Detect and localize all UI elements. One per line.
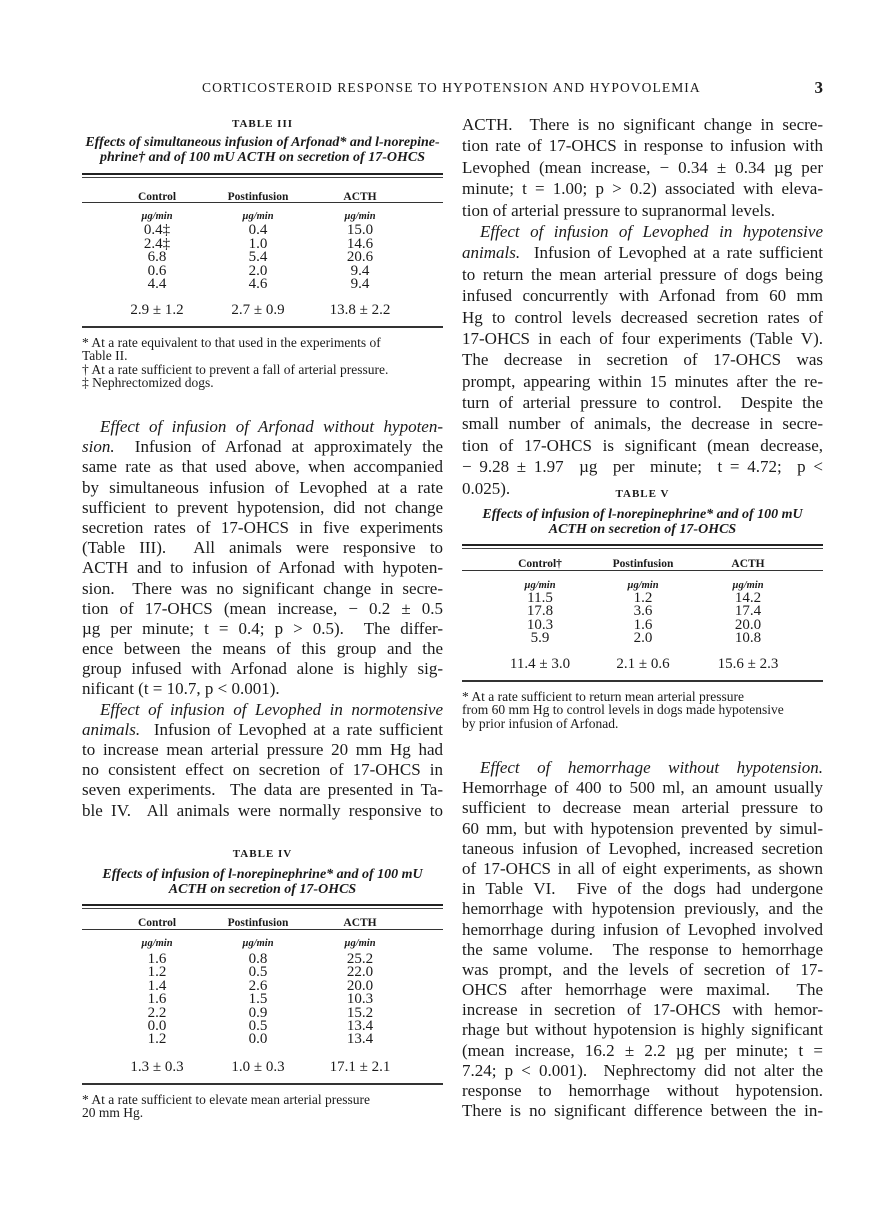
table-cell: 0.8 [248,951,268,967]
table-cell: Control† [518,558,562,570]
table-footnote: * At a rate sufficient to return mean arterial pressure [462,688,745,704]
text-line [462,178,823,199]
italic-run-in-heading: Effect of infusion of Levophed in hypotensive [480,221,823,241]
table-cell: 1.2 [147,964,167,981]
table-cell: 15.0 [346,222,374,238]
table-bottom-rule [462,680,823,682]
text-line [462,960,823,980]
text-line [462,819,823,839]
text-line [82,720,443,740]
text-line [82,619,443,639]
table-cell: 1.5 [248,991,268,1008]
text-line [462,980,823,1000]
table-cell: 1.6 [147,991,167,1008]
italic-run-in-heading: sion. [82,437,115,457]
line-text: Infusion of Levophed at a rate sufficient [140,719,443,739]
table-cell: 20.0 [734,616,762,633]
line-text: Levophed (mean increase, − 0.34 ± 0.34 µg per [462,157,823,177]
table-caption-line: phrine† and of 100 mU ACTH on secretion of 17-OHCS [99,149,425,165]
text-line [82,740,443,760]
table-cell: 0.4 [248,222,268,238]
line-text: by simultaneous infusion of Levophed at a rate [82,477,443,497]
text-line [82,760,443,780]
italic-run-in-heading: Effect of infusion of Arfonad without hypoten- [100,417,443,436]
table-cell: 2.0 [248,262,268,279]
text-line [462,328,823,349]
text-line [462,371,823,392]
text-line [462,307,823,328]
table-cell: 2.4‡ [143,235,171,252]
table-cell: 13.4 [346,1031,374,1048]
table-cell: 10.3 [526,616,554,633]
body-text-left [82,417,443,821]
table-footnote: by prior infusion of Arfonad. [462,715,619,731]
table-footnote: Table II. [82,348,128,363]
table-cell: 2.1 ± 0.6 [616,655,670,672]
text-line [82,558,443,578]
italic-run-in-heading: animals. [462,243,521,263]
line-text: nificant (t = 10.7, p < 0.001). [82,679,280,699]
line-text: to return the mean arterial pressure of dogs being [462,264,823,284]
table-cell: µg/min [524,580,556,591]
table-footnote: * At a rate sufficient to elevate mean arterial pressure [82,1091,370,1107]
table-cell: 17.1 ± 2.1 [329,1058,391,1075]
table-cell: 5.4 [248,249,268,265]
table-cell: 2.0 [633,630,653,647]
line-text: Infusion of Arfonad at approximately the [114,437,443,457]
table-cell: 3.6 [633,603,653,620]
table-cell: 0.4‡ [143,222,171,238]
table-cell: Postinfusion [612,558,674,570]
line-text: ACTH. There is no significant change in secre- [462,115,823,134]
table-cell: 17.8 [526,603,554,620]
line-text: ble IV. All animals were normally responsive to [82,800,443,820]
line-text: Hemorrhage of 400 to 500 ml, an amount usually [462,778,823,798]
table-cell: ACTH [343,191,377,203]
text-line [82,579,443,599]
table-cell: µg/min [344,938,376,949]
table-cell: 4.4 [147,276,167,292]
table-cell: 10.3 [346,991,374,1008]
table-cell: 15.6 ± 2.3 [717,655,779,672]
table-cell: 0.9 [248,1004,268,1021]
table-cell: 2.9 ± 1.2 [130,301,184,318]
text-line [462,1101,823,1121]
table-cell: µg/min [141,211,173,222]
text-line [82,498,443,518]
text-line [82,437,443,457]
text-line [82,639,443,659]
line-text: minute; t = 1.00; p > 0.2) associated with eleva- [462,179,823,199]
table-cell: 0.0 [248,1031,268,1048]
line-text: was prompt, and the levels of secretion of 17- [462,959,823,979]
line-text: increase in secretion of 17-OHCS with hemor- [462,1000,823,1020]
line-text: to increase mean arterial pressure 20 mm Hg had [82,740,443,759]
line-text: sufficient to decrease mean arterial pressure to [462,798,823,818]
text-line [462,456,823,477]
table-cell: 6.8 [147,249,167,265]
table-footnote: † At a rate sufficient to prevent a fall of arterial pressure. [82,361,389,377]
line-text: (mean increase, 16.2 ± 2.2 µg per minute; t = [462,1040,823,1060]
text-line [82,599,443,619]
table-mean-row [462,655,823,672]
text-line [462,1061,823,1081]
line-text: ence between the means of this group and the [82,639,443,659]
line-text: 17-OHCS in each of four experiments (Table V). [462,328,823,348]
table-cell: Control [137,191,177,203]
table-cell: µg/min [732,580,764,591]
italic-run-in-heading: animals. [82,719,141,739]
text-line [462,778,823,798]
page-number: 3 [814,78,823,97]
line-text: hemorrhage during infusion of Levophed involved [462,919,823,939]
table-cell: 11.5 [527,590,553,606]
line-text: 7.24; p < 0.001). Nephrectomy did not alter the [462,1060,823,1080]
table-cell: 9.4 [350,262,370,279]
table-cell: 14.6 [346,235,374,252]
table-caption-line: ACTH on secretion of 17-OHCS [548,521,737,537]
table-title: TABLE IV [232,848,293,860]
table-cell: 4.6 [248,276,268,292]
line-text: same rate as that used above, when accompanied [82,457,443,477]
table-cell: µg/min [141,938,173,949]
table-cell: 17.4 [734,603,762,620]
table-cell: ACTH [343,917,377,929]
line-text: 60 mm, but with hypotension prevented by simul- [462,818,823,838]
table-cell: 9.4 [350,276,370,292]
line-text: sufficient to prevent hypotension, did not change [82,497,443,517]
table-footnote: ‡ Nephrectomized dogs. [82,375,214,390]
text-line [462,920,823,940]
body-text-right-bottom [462,758,823,1121]
table-caption-line: ACTH on secretion of 17-OHCS [168,881,357,897]
table-title: TABLE V [615,488,670,500]
table-top-rule [82,904,443,909]
line-text: tion of 17-OHCS is significant (mean decrease, [462,435,823,455]
table-caption-line: Effects of infusion of l-norepinephrine* and of 100 mU [102,867,423,882]
table-bottom-rule [82,1083,443,1085]
line-text: tion of 17-OHCS (mean increase, − 0.2 ± 0.5 [82,598,443,618]
text-line [462,135,823,156]
table-cell: µg/min [242,211,274,222]
text-line [82,679,443,699]
table-cell: 1.6 [147,951,167,967]
text-line [462,879,823,899]
text-line [82,700,443,720]
table-cell: 25.2 [346,951,374,967]
table-cell: µg/min [242,938,274,949]
text-line [462,200,823,221]
line-text: group infused with Arfonad alone is highly sig- [82,659,443,679]
line-text: (Table III). All animals were responsive to [82,538,443,558]
line-text: Hg to control levels decreased secretion rates of [462,307,823,327]
text-line [82,457,443,477]
table-footnote: from 60 mm Hg to control levels in dogs made hypotensive [462,702,784,718]
table-5 [462,488,823,738]
table-cell: 1.0 ± 0.3 [231,1058,285,1075]
table-cell: 2.7 ± 0.9 [231,301,285,318]
table-cell: 11.4 ± 3.0 [509,655,571,672]
text-line [82,478,443,498]
text-line [462,392,823,413]
table-cell: 13.8 ± 2.2 [329,301,391,318]
text-line [462,859,823,879]
italic-run-in-heading: Effect of hemorrhage without hypotension. [480,758,823,777]
line-text: rhage but without hypotension is highly significant [462,1020,823,1040]
table-cell: 0.5 [248,964,268,981]
table-title: TABLE III [231,118,294,130]
text-line [82,417,443,437]
line-text: small number of animals, the decrease in secre- [462,414,823,434]
body-text-right-top [462,114,823,499]
table-cell: 22.0 [346,964,374,981]
table-cell: ACTH [731,558,765,570]
table-caption-line: Effects of simultaneous infusion of Arfonad* and l-norepine- [85,135,440,150]
text-line [462,264,823,285]
table-4 [82,848,443,1121]
table-cell: µg/min [627,580,659,591]
table-cell: 14.2 [734,590,762,606]
line-text: seven experiments. The data are presented in Ta- [82,780,443,800]
table-cell: 0.6 [147,262,167,279]
line-text: OHCS after hemorrhage were maximal. The [462,980,823,1000]
text-line [462,114,823,135]
text-line [462,1000,823,1020]
text-line [462,1020,823,1040]
table-cell: 1.2 [633,590,653,606]
table-mean-row [82,1058,443,1075]
table-cell: Postinfusion [227,917,289,929]
line-text: tion rate of 17-OHCS in response to infusion with [462,136,823,156]
text-line [462,940,823,960]
text-line [462,157,823,178]
table-cell: 1.6 [633,616,653,633]
text-line [82,780,443,800]
line-text: turn of arterial pressure to control. Despite the [462,393,823,413]
line-text: in Table VI. Five of the dogs had undergone [462,879,823,899]
line-text: sion. There was no significant change in secre- [82,578,443,598]
text-line [462,839,823,859]
text-line [82,801,443,821]
line-text: 0.025). [462,478,511,498]
table-row [82,1033,443,1047]
text-line [82,518,443,538]
line-text: taneous infusion of Levophed, increased secretion [462,838,823,858]
table-cell: 1.4 [147,977,167,994]
text-line [462,221,823,242]
line-text: Infusion of Levophed at a rate sufficient [520,243,823,263]
table-cell: Postinfusion [227,191,289,203]
text-line [82,538,443,558]
line-text: ACTH and to infusion of Arfonad with hypoten- [82,558,443,578]
line-text: hemorrhage with hypotension previously, and the [462,899,823,919]
table-cell: 2.6 [248,977,268,994]
text-line [462,413,823,434]
table-header-rule [462,570,823,571]
table-cell: 15.2 [346,1004,374,1021]
text-line [462,242,823,263]
line-text: no consistent effect on secretion of 17-OHCS in [82,760,443,780]
text-line [462,1041,823,1061]
line-text: tion of arterial pressure to supranormal levels. [462,200,775,220]
table-cell: 1.2 [147,1031,167,1048]
text-line [462,798,823,818]
table-cell: µg/min [344,211,376,222]
table-units-row [82,937,443,951]
table-cell: 1.0 [248,235,268,252]
text-line [462,285,823,306]
table-mean-row [82,301,443,318]
table-cell: 1.3 ± 0.3 [130,1058,184,1075]
table-header-rule [82,929,443,930]
line-text: prompt, appearing within 15 minutes after the re- [462,371,823,391]
table-cell: 13.4 [346,1018,374,1034]
table-bottom-rule [82,326,443,328]
table-cell: 20.6 [346,249,374,265]
table-cell: 10.8 [734,630,762,647]
line-text: secretion rates of 17-OHCS in five experiments [82,517,443,537]
line-text: the same volume. The response to hemorrhage [462,939,823,959]
table-top-rule [462,544,823,549]
table-row [82,278,443,292]
text-line [82,659,443,679]
line-text: There is no significant difference between the in- [462,1101,823,1121]
line-text: of 17-OHCS in all of eight experiments, as shown [462,858,823,878]
table-cell: 0.0 [147,1018,167,1034]
text-line [462,349,823,370]
table-cell: 20.0 [346,977,374,994]
table-footnote: 20 mm Hg. [82,1105,144,1121]
italic-run-in-heading: Effect of infusion of Levophed in normotensive [100,699,443,719]
table-cell: 5.9 [530,630,550,647]
line-text: − 9.28 ± 1.97 µg per minute; t = 4.72; p < [462,457,823,477]
line-text: µg per minute; t = 0.4; p > 0.5). The differ- [82,618,443,638]
table-row [462,632,823,646]
table-cell: 0.5 [248,1018,268,1034]
table-top-rule [82,173,443,178]
table-caption-line: Effects of infusion of l-norepinephrine* and of 100 mU [482,507,803,522]
text-line [462,435,823,456]
text-line [462,1081,823,1101]
table-cell: Control [137,917,177,929]
running-title: CORTICOSTEROID RESPONSE TO HYPOTENSION AND HYPOVOLEMIA [202,80,701,95]
text-line [462,758,823,778]
table-3 [82,118,443,390]
line-text: response to hemorrhage without hypotension. [462,1081,823,1100]
table-header-rule [82,202,443,203]
line-text: The decrease in secretion of 17-OHCS was [462,350,823,370]
table-cell: 2.2 [147,1004,167,1021]
line-text: infused concurrently with Arfonad from 60 mm [462,286,823,306]
table-footnote: * At a rate equivalent to that used in the experiments of [82,334,381,350]
text-line [462,899,823,919]
